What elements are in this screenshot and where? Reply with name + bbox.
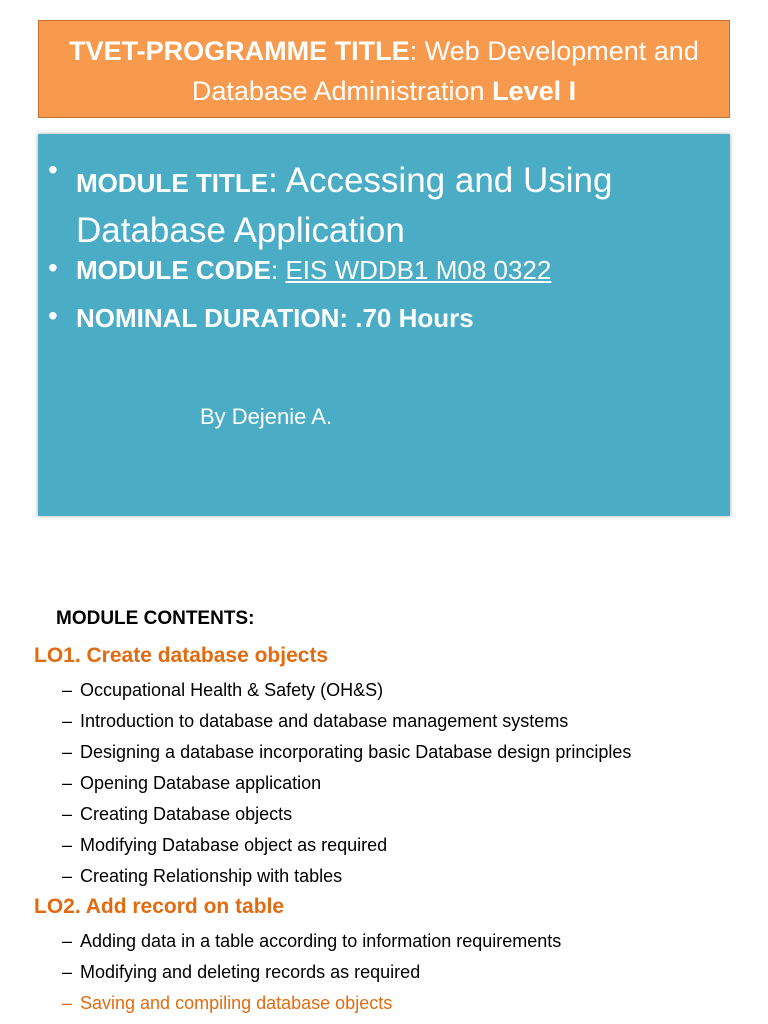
dash-icon: –	[62, 680, 73, 700]
list-item: – Occupational Health & Safety (OH&S)	[62, 675, 631, 706]
module-title-text	[76, 156, 716, 256]
module-title-separator: :	[268, 161, 286, 200]
list-item: – Designing a database incorporating basic Database design principles	[62, 737, 631, 768]
programme-level: Level I	[492, 76, 577, 106]
lo1-heading: LO1. Create database objects	[34, 644, 329, 667]
programme-title-separator: :	[409, 36, 418, 66]
dash-icon: –	[62, 931, 73, 951]
programme-title-value: Web Development and Database Administration	[191, 36, 699, 106]
dash-icon: –	[62, 993, 73, 1013]
lo2-items-list	[62, 926, 561, 1019]
dash-icon: –	[62, 866, 73, 886]
list-item-highlighted: – Saving and compiling database objects	[62, 988, 561, 1019]
dash-icon: –	[62, 711, 73, 731]
lo2-heading: LO2. Add record on table	[34, 895, 285, 918]
dash-icon: –	[62, 773, 73, 793]
module-code-text	[76, 252, 716, 288]
bullet-icon: •	[48, 252, 58, 283]
list-item: – Introduction to database and database management systems	[62, 706, 631, 737]
dash-icon: –	[62, 804, 73, 824]
dash-icon: –	[62, 835, 73, 855]
bullet-icon: •	[48, 300, 58, 331]
list-item: – Adding data in a table according to information requirements	[62, 926, 561, 957]
bullet-icon: •	[48, 154, 58, 185]
author-line: By Dejenie A.	[200, 404, 333, 429]
module-code-label: MODULE CODE	[76, 255, 271, 285]
dash-icon: –	[62, 962, 73, 982]
module-code-value: EIS WDDB1 M08 0322	[285, 255, 552, 285]
list-item: – Opening Database application	[62, 768, 631, 799]
module-title-value: Accessing and Using Database Application	[76, 161, 613, 250]
dash-icon: –	[62, 742, 73, 762]
module-info-box	[38, 134, 730, 516]
programme-title-label: TVET-PROGRAMME TITLE	[69, 36, 410, 66]
list-item: – Modifying Database object as required	[62, 830, 631, 861]
module-code-separator: :	[271, 255, 286, 285]
list-item: – Creating Database objects	[62, 799, 631, 830]
list-item: – Modifying and deleting records as required	[62, 957, 561, 988]
lo1-items-list	[62, 675, 631, 892]
nominal-duration-text: NOMINAL DURATION: .70 Hours	[76, 303, 474, 333]
module-title-label: MODULE TITLE	[76, 168, 269, 198]
programme-title-box	[38, 20, 730, 118]
module-contents-heading: MODULE CONTENTS:	[56, 608, 255, 629]
list-item: – Creating Relationship with tables	[62, 861, 631, 892]
